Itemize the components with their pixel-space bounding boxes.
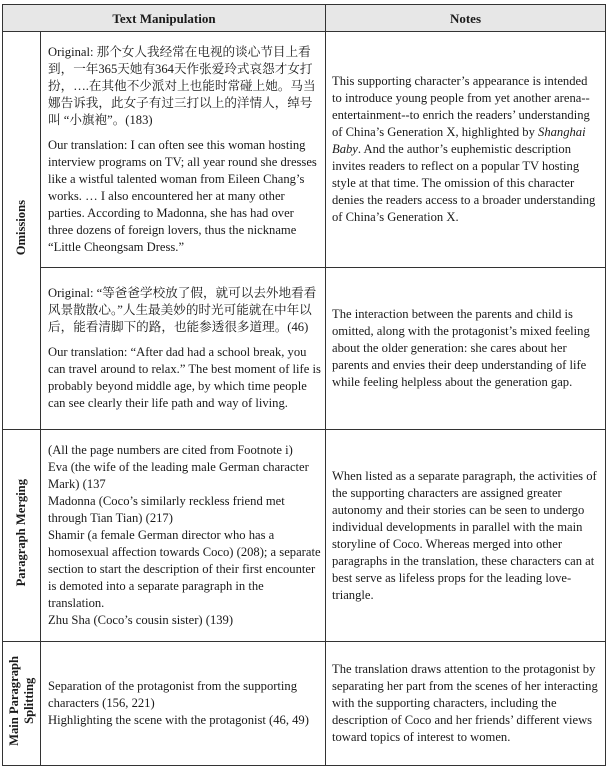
note-text: [332, 73, 599, 226]
manipulation-cell: [41, 430, 326, 642]
category-label: [7, 656, 37, 746]
book-title: Shanghai Baby: [332, 125, 586, 156]
notes-cell: [326, 430, 606, 642]
translation-text: Our translation: “After dad had a school break, you can travel around to relax.” The best moment of life is probably beyond middle age, by which time people can see clearly their life path and way of living.: [48, 345, 321, 410]
category-label: Omissions: [14, 200, 28, 256]
manipulation-cell: [41, 268, 326, 430]
list-item: (All the page numbers are cited from Footnote i): [48, 443, 293, 457]
list-item: Madonna (Coco’s similarly reckless friend met through Tian Tian) (217): [48, 494, 285, 525]
header-text-manipulation: Text Manipulation: [3, 5, 326, 32]
category-label-line: Splitting: [21, 677, 36, 725]
omissions-row-2: [3, 268, 606, 430]
category-label-line: Main Paragraph: [6, 656, 21, 746]
list-item: Zhu Sha (Coco’s cousin sister) (139): [48, 613, 234, 627]
note-text: The interaction between the parents and child is omitted, along with the protagonist’s mixed feeling about the older generation: she cares about her parents and envies their deep understanding of life while feeling helpless about the generation gap.: [332, 307, 590, 389]
paragraph-merging-row: [3, 430, 606, 642]
manipulation-cell: [41, 32, 326, 268]
header-row: [3, 5, 606, 32]
original-text: Original: “等爸爸学校放了假，就可以去外地看看风景散散心。”人生最美妙的时光可能就在中年以后，能看清脚下的路，也能参透很多道理。(46): [48, 286, 317, 334]
omissions-row-1: [3, 32, 606, 268]
text-manipulation-table: [2, 4, 606, 766]
note-text: When listed as a separate paragraph, the activities of the supporting characters are assigned greater autonomy and their stories can be seen to undergo individual developments in parallel with the main storyline of Coco. Whereas merged into other paragraphs in the translation, these characters can at best serve as lifeless props for the leading love-triangle.: [332, 468, 597, 602]
category-main-paragraph-splitting: [3, 642, 41, 766]
notes-cell: [326, 642, 606, 766]
list-item: Highlighting the scene with the protagonist (46, 49): [48, 713, 309, 727]
main-paragraph-splitting-row: [3, 642, 606, 766]
category-label: Paragraph Merging: [14, 479, 28, 587]
translation-text: Our translation: I can often see this woman hosting interview programs on TV; all year round she dresses like a wistful talented woman from Eileen Chang’s works. … I also encountered her at many other parties. According to Madonna, she has had over three dozens of foreign lovers, thus the nickname “Little Cheongsam Dress.”: [48, 137, 317, 254]
category-paragraph-merging: [3, 430, 41, 642]
list-item: Eva (the wife of the leading male German character Mark) (137: [48, 460, 309, 491]
manipulation-cell: [41, 642, 326, 766]
header-notes: Notes: [326, 5, 606, 32]
note-text-part: This supporting character’s appearance is intended to introduce young people from yet another arena--entertainment--to enrich the readers’ understanding of China’s Generation X, highlighted by: [332, 74, 590, 139]
note-text: The translation draws attention to the protagonist by separating her part from the scenes of her interacting with the supporting characters, including the description of Coco and her friends’ different views toward topics of interest to women.: [332, 662, 598, 744]
notes-cell: [326, 32, 606, 268]
category-omissions: [3, 32, 41, 430]
list-item: Shamir (a female German director who has a homosexual affection towards Coco) (208); a separate section to start the description of their first encounter is demoted into a separate paragraph in the translation.: [48, 528, 321, 610]
list-item: Separation of the protagonist from the supporting characters (156, 221): [48, 679, 298, 710]
note-text-part: . And the author’s euphemistic description invites readers to reflect on a popular TV hosting style at that time. The omission of this character denies the readers access to a broader understanding of China’s Generation X.: [332, 142, 596, 224]
notes-cell: [326, 268, 606, 430]
original-text: Original: 那个女人我经常在电视的谈心节目上看到，一年365天她有364天作张爱玲式哀怨才女打扮，….在其他不少派对上也能时常碰上她。马当娜告诉我，此女子有过三打以上的洋情人，绰号叫 “小旗袍”。(183): [48, 44, 316, 127]
